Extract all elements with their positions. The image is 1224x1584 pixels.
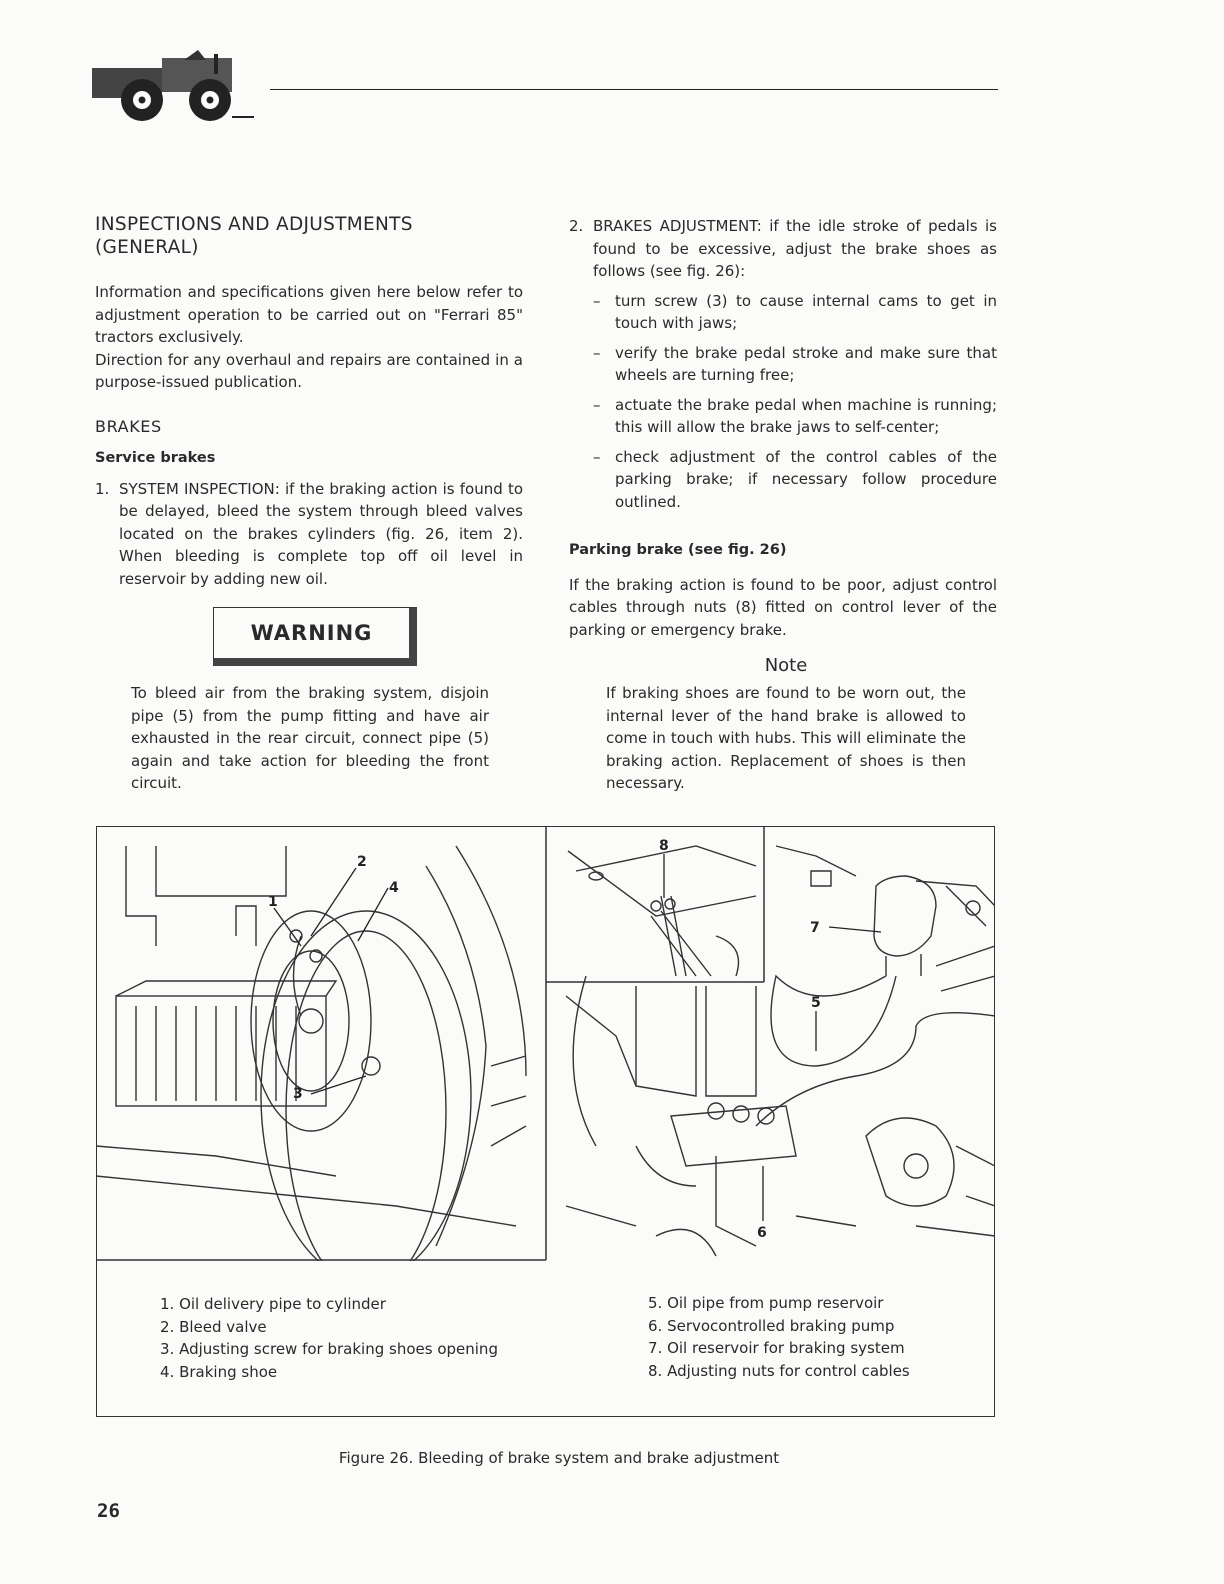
- warning-text: To bleed air from the braking system, disjoin pipe (5) from the pump fitting and have air exhausted in the rear circuit, connect pipe (5) again and take action for bleeding the front circuit.: [131, 684, 489, 792]
- legend-left: [160, 1293, 498, 1383]
- intro-paragraph-1: Information and specifications given here below refer to adjustment operation to be carried out on "Ferrari 85" tractors exclusively.: [95, 283, 523, 346]
- item-text: SYSTEM INSPECTION: if the braking action is found to be delayed, bleed the system through bleed valves located on the brakes cylinders (fig. 26, item 2). When bleeding is complete top off oil level in reservoir by adding new oil.: [119, 479, 523, 588]
- oil-reservoir-drawing: [771, 846, 995, 1066]
- intro-paragraph-2: Direction for any overhaul and repairs are contained in a purpose-issued publication.: [95, 350, 523, 391]
- legend-item: 5. Oil pipe from pump reservoir: [648, 1294, 884, 1312]
- note-text: If braking shoes are found to be worn out, the internal lever of the hand brake is allowed to come in touch with hubs. This will eliminate the braking action. Replacement of shoes is then necessary.: [606, 684, 966, 792]
- list-item: – verify the brake pedal stroke and make sure that wheels are turning free;: [593, 343, 997, 384]
- list-item: – turn screw (3) to cause internal cams to get in touch with jaws;: [593, 291, 997, 332]
- brake-drum-drawing: [96, 846, 526, 1261]
- braking-pump-drawing: [566, 976, 995, 1256]
- callout-6: 6: [757, 1225, 767, 1241]
- left-column: [95, 213, 523, 590]
- legend-right: [648, 1292, 910, 1382]
- legend-item: 7. Oil reservoir for braking system: [648, 1339, 905, 1357]
- callout-8: 8: [659, 838, 669, 854]
- system-inspection-item: [95, 478, 523, 591]
- parking-lever-drawing: [568, 846, 756, 976]
- legend-item: 2. Bleed valve: [160, 1317, 267, 1336]
- section-title: INSPECTIONS AND ADJUSTMENTS (GENERAL): [95, 214, 413, 258]
- callout-5: 5: [811, 995, 821, 1011]
- item-number: 1.: [95, 479, 110, 498]
- callout-7: 7: [810, 920, 820, 936]
- callout-1: 1: [268, 894, 278, 910]
- legend-item: 4. Braking shoe: [160, 1362, 278, 1381]
- parking-brake-text: If the braking action is found to be poor, adjust control cables through nuts (8) fitted on control lever of the parking or emergency brake.: [569, 575, 997, 639]
- adjustment-steps-list: [569, 290, 997, 514]
- note-heading: Note: [764, 655, 808, 676]
- service-brakes-heading: Service brakes: [95, 450, 216, 466]
- header-rule: [270, 89, 998, 90]
- brakes-heading: BRAKES: [95, 416, 162, 436]
- legend-item: 6. Servocontrolled braking pump: [648, 1316, 895, 1335]
- legend-item: 3. Adjusting screw for braking shoes opening: [160, 1340, 498, 1358]
- callout-3: 3: [293, 1086, 303, 1102]
- figure-caption: Figure 26. Bleeding of brake system and brake adjustment: [338, 1449, 780, 1467]
- parking-brake-heading: Parking brake (see fig. 26): [569, 542, 787, 558]
- item-text: BRAKES ADJUSTMENT: if the idle stroke of pedals is found to be excessive, adjust the brake shoes as follows (see fig. 26):: [593, 217, 997, 280]
- item-number: 2.: [569, 217, 584, 235]
- legend-item: 8. Adjusting nuts for control cables: [648, 1361, 910, 1380]
- right-column: [569, 215, 997, 641]
- figure-26-illustration: [96, 826, 995, 1261]
- callout-2: 2: [357, 854, 367, 870]
- list-item: – check adjustment of the control cables of the parking brake; if necessary follow procedure outlined.: [593, 447, 997, 511]
- brakes-adjustment-item: [569, 215, 997, 283]
- list-item: – actuate the brake pedal when machine is running; this will allow the brake jaws to self-center;: [593, 395, 997, 436]
- callout-4: 4: [389, 880, 399, 896]
- legend-item: 1. Oil delivery pipe to cylinder: [160, 1295, 386, 1313]
- tractor-logo-icon: [88, 48, 258, 128]
- warning-box: WARNING: [213, 607, 417, 666]
- page-number: 26: [97, 1500, 120, 1522]
